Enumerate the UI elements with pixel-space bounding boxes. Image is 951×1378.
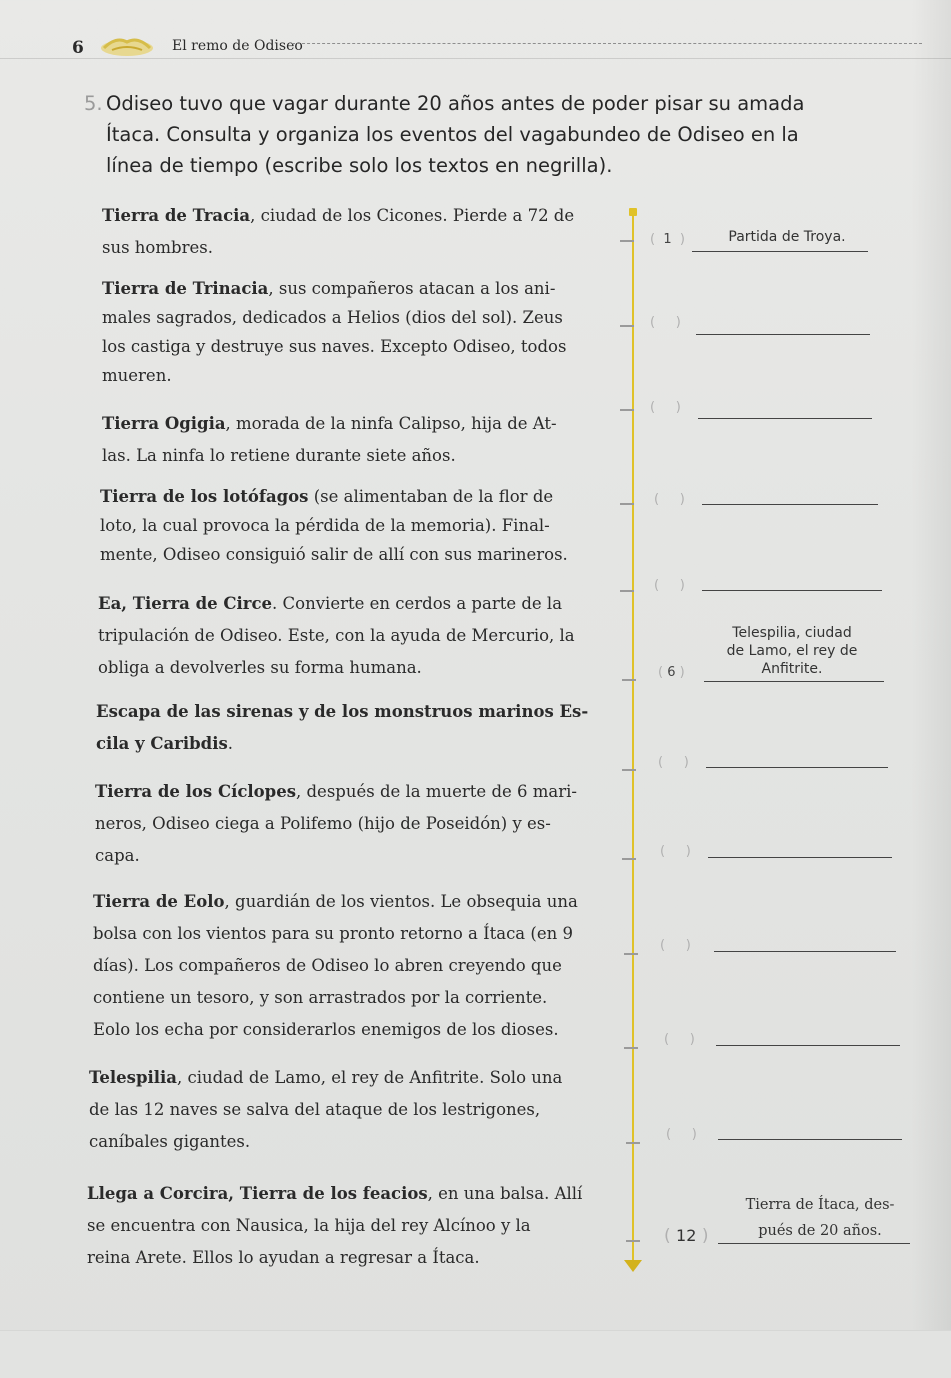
timeline-slot-9[interactable]: ( )	[660, 938, 691, 953]
event-tracia: Tierra de Tracia, ciudad de los Cicones. Pierde a 72 de sus hombres.	[102, 206, 575, 257]
timeline-axis	[632, 212, 634, 1262]
timeline-tick	[622, 769, 636, 771]
event-bold: Tierra de los lotófagos	[100, 487, 309, 506]
timeline-slot-6: ( 6 )	[658, 665, 685, 680]
answer-line-blank[interactable]	[708, 857, 892, 858]
answer-line-blank[interactable]	[696, 334, 870, 335]
exercise-instruction	[84, 88, 884, 181]
header-edge	[0, 58, 951, 59]
event-bold: Tierra de Tracia	[102, 206, 251, 225]
event-bold: Llega a Corcira, Tierra de los feacios	[87, 1184, 428, 1203]
answer-line-blank[interactable]	[714, 951, 896, 952]
timeline-slot-7[interactable]: ( )	[658, 755, 689, 770]
event-bold: Tierra de Trinacia	[102, 279, 269, 298]
timeline-slot-3[interactable]: ( )	[650, 400, 681, 415]
timeline-tick	[620, 590, 634, 592]
event-bold: Ea, Tierra de Circe	[98, 594, 273, 613]
timeline-tick	[624, 1047, 638, 1049]
event-ciclopes: Tierra de los Cíclopes, después de la muerte de 6 mari- neros, Odiseo ciega a Polifemo (hijo de Poseidón) y es- capa.	[95, 782, 577, 865]
event-eolo: Tierra de Eolo, guardián de los vientos. Le obsequia una bolsa con los vientos para su pronto retorno a Ítaca (en 9 días). Los compañeros de Odiseo lo abren creyendo que contiene un tesoro, y son arrastrados por la corriente. Eolo los echa por considerarlos enemigos de los dioses.	[93, 892, 578, 1039]
page-header	[0, 0, 951, 70]
slot-number: 6	[667, 665, 676, 680]
timeline-slot-2[interactable]: ( )	[650, 315, 681, 330]
event-bold: Tierra Ogigia	[102, 414, 226, 433]
slot-number: 1	[663, 232, 672, 247]
event-bold: Escapa de las sirenas y de los monstruos marinos Es-	[96, 702, 589, 721]
page-edge-shadow	[911, 0, 951, 1377]
timeline-answer-6: Telespilia, ciudad de Lamo, el rey de Anfitrite.	[726, 625, 858, 677]
timeline-tick	[620, 325, 634, 327]
timeline-slot-4[interactable]: ( )	[654, 492, 685, 507]
slot-number: 12	[676, 1226, 697, 1245]
book-logo-icon	[98, 32, 156, 58]
timeline-tick	[620, 240, 634, 242]
answer-line	[718, 1243, 910, 1244]
instruction-line-1: Odiseo tuvo que vagar durante 20 años antes de poder pisar su amada	[106, 92, 805, 115]
timeline-slot-11[interactable]: ( )	[666, 1127, 697, 1142]
answer-line	[704, 681, 884, 682]
answer-line-blank[interactable]	[718, 1139, 902, 1140]
event-telespilia: Telespilia, ciudad de Lamo, el rey de Anfitrite. Solo una de las 12 naves se salva del ataque de los lestrigones, caníbales gigantes.	[89, 1068, 563, 1151]
timeline-slot-5[interactable]: ( )	[654, 578, 685, 593]
event-bold-2: cila y Caribdis	[96, 734, 228, 753]
event-circe: Ea, Tierra de Circe. Convierte en cerdos a parte de la tripulación de Odiseo. Este, con la ayuda de Mercurio, la obliga a devolverles su forma humana.	[98, 594, 575, 677]
timeline-slot-1: ( 1 )	[650, 232, 685, 247]
timeline-arrow-icon	[624, 1260, 642, 1272]
event-bold: Tierra de Eolo	[93, 892, 225, 911]
timeline-slot-12: ( 12 )	[664, 1226, 709, 1246]
timeline-answer-1: Partida de Troya.	[728, 229, 846, 245]
instruction-line-3: línea de tiempo (escribe solo los textos en negrilla).	[106, 154, 613, 177]
answer-line-blank[interactable]	[716, 1045, 900, 1046]
event-lotofagos: Tierra de los lotófagos (se alimentaban de la flor de loto, la cual provoca la pérdida de la memoria). Final- mente, Odiseo consiguió salir de allí con sus marineros.	[100, 487, 568, 564]
page-number: 6	[72, 38, 84, 58]
page-bottom-margin	[0, 1330, 951, 1378]
event-sirenas: Escapa de las sirenas y de los monstruos marinos Es- cila y Caribdis.	[96, 702, 589, 753]
answer-line-blank[interactable]	[702, 504, 878, 505]
instruction-line-2: Ítaca. Consulta y organiza los eventos del vagabundeo de Odiseo en la	[106, 123, 799, 146]
event-corcira: Llega a Corcira, Tierra de los feacios, en una balsa. Allí se encuentra con Nausica, la hija del rey Alcínoo y la reina Arete. Ellos lo ayudan a regresar a Ítaca.	[87, 1184, 583, 1267]
event-bold: Tierra de los Cíclopes	[95, 782, 296, 801]
exercise-number: 5.	[84, 92, 103, 115]
timeline-tick	[620, 409, 634, 411]
event-ogigia: Tierra Ogigia, morada de la ninfa Calipso, hija de At- las. La ninfa lo retiene durante siete años.	[102, 414, 557, 465]
answer-line	[692, 251, 868, 252]
timeline-tick	[620, 503, 634, 505]
timeline-tick	[624, 953, 638, 955]
answer-line-blank[interactable]	[698, 418, 872, 419]
timeline-tick	[626, 1240, 640, 1242]
timeline-answer-12: Tierra de Ítaca, des- pués de 20 años.	[745, 1197, 895, 1239]
timeline-slot-10[interactable]: ( )	[664, 1032, 695, 1047]
answer-line-blank[interactable]	[702, 590, 882, 591]
timeline-slot-8[interactable]: ( )	[660, 844, 691, 859]
book-title: El remo de Odiseo	[172, 38, 303, 54]
timeline-start-marker	[629, 208, 637, 216]
timeline-tick	[622, 679, 636, 681]
timeline-tick	[622, 858, 636, 860]
event-trinacia: Tierra de Trinacia, sus compañeros atacan a los ani- males sagrados, dedicados a Helios (dios del sol). Zeus los castiga y destruye sus naves. Excepto Odiseo, todos mueren.	[102, 279, 567, 385]
answer-line-blank[interactable]	[706, 767, 888, 768]
timeline-tick	[626, 1142, 640, 1144]
event-bold: Telespilia	[89, 1068, 177, 1087]
header-divider	[292, 43, 922, 44]
